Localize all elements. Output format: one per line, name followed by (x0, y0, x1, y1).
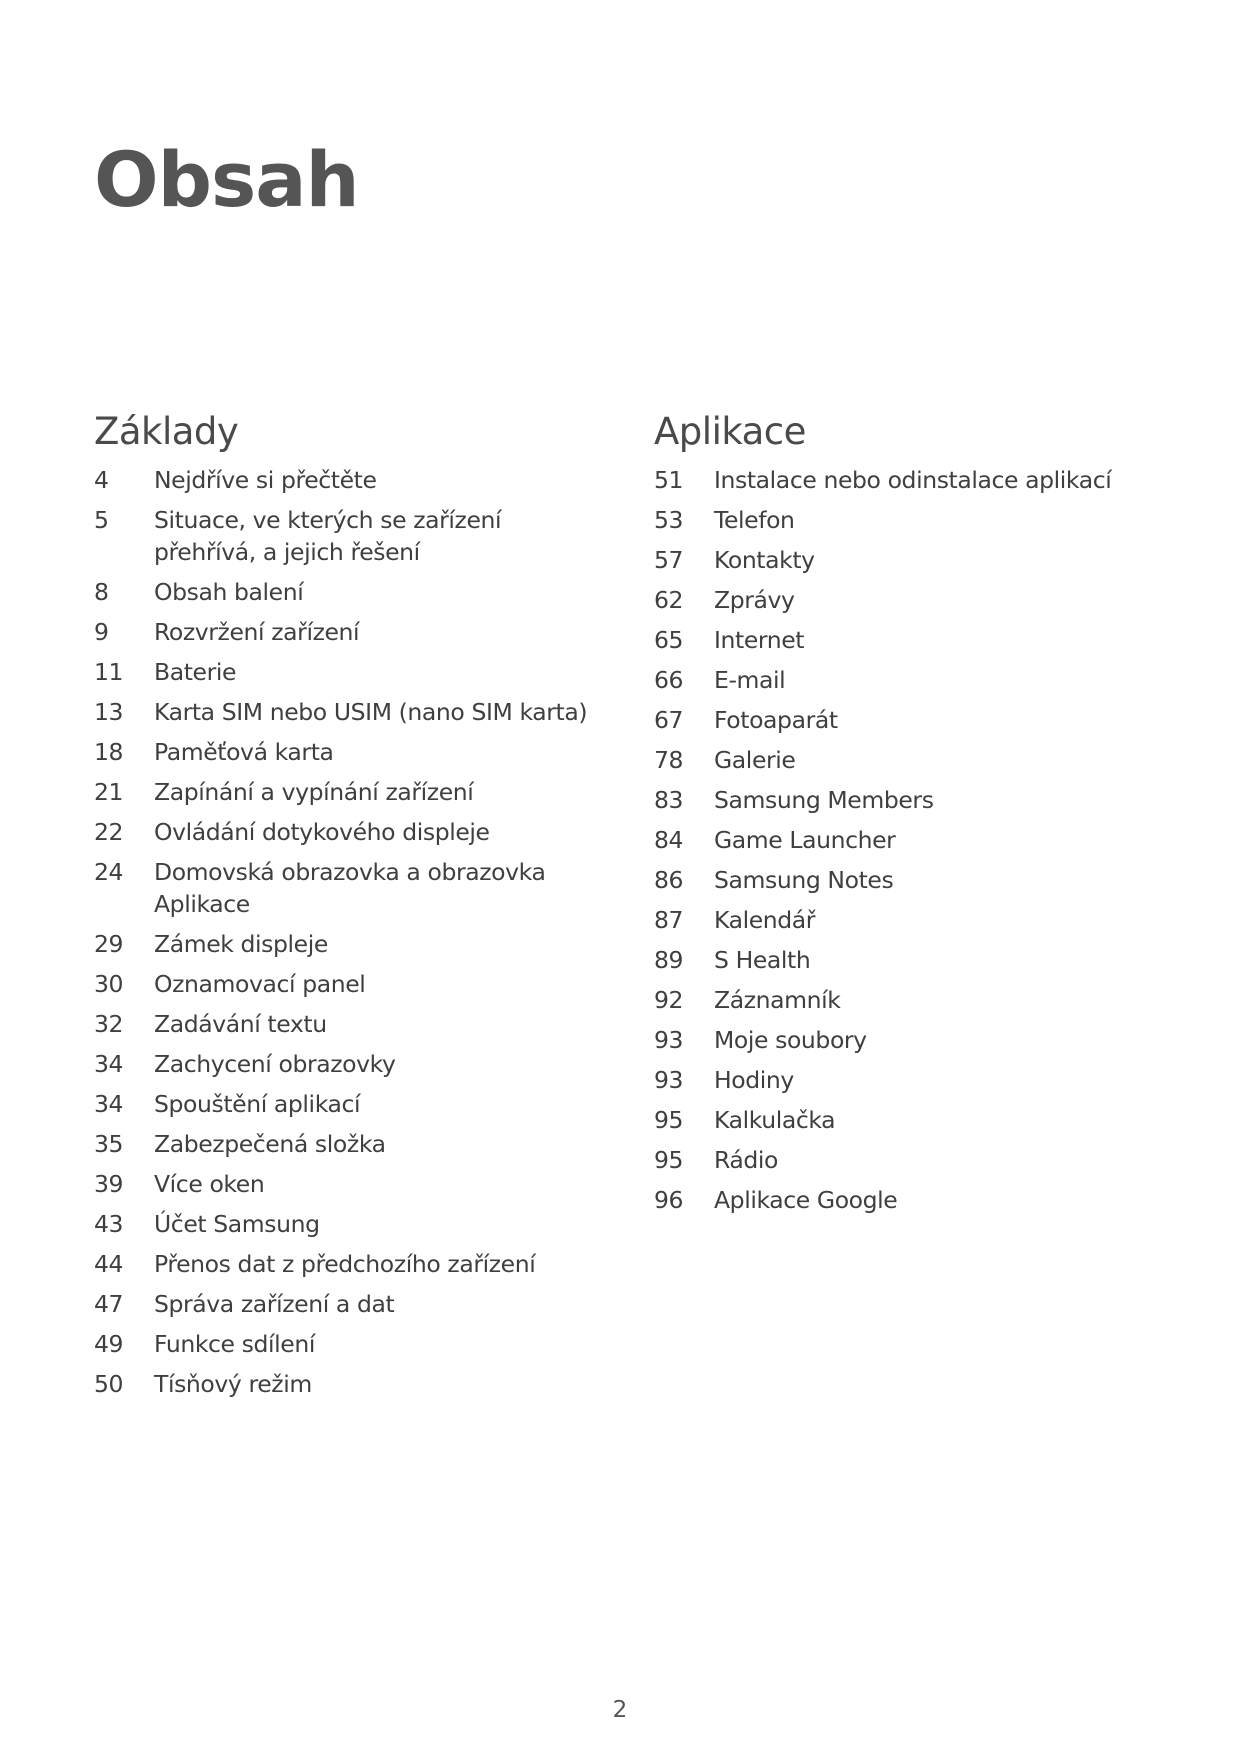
toc-page-number: 93 (654, 1066, 684, 1095)
toc-page-number: 89 (654, 946, 684, 975)
toc-page-number: 22 (94, 818, 124, 847)
toc-entry-title: Domovská obrazovka a obrazovka Aplikace (154, 858, 546, 919)
toc-entry-title: Záznamník (714, 986, 841, 1015)
toc-entry-title: Samsung Notes (714, 866, 894, 895)
toc-entry-title: Fotoaparát (714, 706, 838, 735)
toc-entry[interactable] (94, 1128, 594, 1160)
toc-entry[interactable] (94, 1048, 594, 1080)
toc-entry[interactable] (94, 928, 594, 960)
toc-entry-title: Situace, ve kterých se zařízení přehřívá, a jejich řešení (154, 506, 502, 567)
toc-entry-title: E-mail (714, 666, 786, 695)
toc-entry-title: Zapínání a vypínání zařízení (154, 778, 474, 807)
toc-page-number: 67 (654, 706, 684, 735)
toc-entry[interactable] (94, 856, 594, 920)
toc-entry[interactable] (654, 904, 1154, 936)
toc-entry[interactable] (654, 984, 1154, 1016)
toc-entry-title: Účet Samsung (154, 1210, 320, 1239)
toc-entry[interactable] (94, 504, 594, 568)
toc-page-number: 84 (654, 826, 684, 855)
toc-entry-title: Moje soubory (714, 1026, 867, 1055)
toc-entry-title: Rádio (714, 1146, 779, 1175)
toc-entry[interactable] (94, 1288, 594, 1320)
toc-page-number: 4 (94, 466, 109, 495)
toc-entry-title: Oznamovací panel (154, 970, 366, 999)
toc-page-number: 29 (94, 930, 124, 959)
toc-entry[interactable] (654, 664, 1154, 696)
toc-entry[interactable] (654, 1184, 1154, 1216)
toc-entry-title: Ovládání dotykového displeje (154, 818, 490, 847)
toc-entry[interactable] (654, 624, 1154, 656)
toc-page-number: 51 (654, 466, 684, 495)
toc-page-number: 96 (654, 1186, 684, 1215)
toc-page-number: 92 (654, 986, 684, 1015)
toc-page-number: 34 (94, 1050, 124, 1079)
toc-entry[interactable] (654, 1024, 1154, 1056)
toc-page-number: 65 (654, 626, 684, 655)
toc-entry[interactable] (94, 1168, 594, 1200)
toc-entry-title: Více oken (154, 1170, 265, 1199)
toc-page-number: 95 (654, 1146, 684, 1175)
toc-entry-title: Instalace nebo odinstalace aplikací (714, 466, 1112, 495)
toc-entry[interactable] (94, 1088, 594, 1120)
toc-page-number: 30 (94, 970, 124, 999)
toc-entry[interactable] (654, 824, 1154, 856)
toc-entry[interactable] (94, 656, 594, 688)
toc-page-number: 24 (94, 858, 124, 887)
toc-entry[interactable] (654, 704, 1154, 736)
toc-page-number: 44 (94, 1250, 124, 1279)
toc-entry[interactable] (654, 864, 1154, 896)
toc-page-number: 83 (654, 786, 684, 815)
toc-entry[interactable] (654, 504, 1154, 536)
toc-entry[interactable] (654, 544, 1154, 576)
toc-page-number: 9 (94, 618, 109, 647)
toc-page-number: 53 (654, 506, 684, 535)
toc-page-number: 47 (94, 1290, 124, 1319)
toc-entry[interactable] (654, 1144, 1154, 1176)
section-title-aplikace: Aplikace (654, 410, 806, 453)
toc-page-number: 8 (94, 578, 109, 607)
toc-entry-title: Hodiny (714, 1066, 794, 1095)
toc-entry-title: Paměťová karta (154, 738, 334, 767)
toc-entry-title: Samsung Members (714, 786, 934, 815)
toc-entry[interactable] (94, 1008, 594, 1040)
toc-entry-title: Telefon (714, 506, 795, 535)
page-number: 2 (612, 1697, 628, 1723)
toc-page-number: 66 (654, 666, 684, 695)
toc-page-number: 95 (654, 1106, 684, 1135)
toc-entry-title: Baterie (154, 658, 237, 687)
toc-entry-title: Funkce sdílení (154, 1330, 315, 1359)
toc-entry[interactable] (654, 744, 1154, 776)
section-title-zaklady: Základy (94, 410, 239, 453)
toc-page-number: 21 (94, 778, 124, 807)
toc-entry-title: Tísňový režim (154, 1370, 312, 1399)
toc-entry-title: Game Launcher (714, 826, 896, 855)
toc-entry-title: Přenos dat z předchozího zařízení (154, 1250, 536, 1279)
toc-entry-title: Galerie (714, 746, 796, 775)
toc-page-number: 35 (94, 1130, 124, 1159)
toc-page-number: 32 (94, 1010, 124, 1039)
toc-list-aplikace (654, 464, 1154, 1216)
toc-entry[interactable] (94, 1368, 594, 1400)
toc-page-number: 5 (94, 506, 109, 535)
toc-entry[interactable] (654, 784, 1154, 816)
toc-page-number: 13 (94, 698, 124, 727)
toc-page-number: 34 (94, 1090, 124, 1119)
toc-entry[interactable] (94, 1208, 594, 1240)
toc-entry-title: Zabezpečená složka (154, 1130, 386, 1159)
toc-entry-title: Kalendář (714, 906, 816, 935)
toc-page-number: 11 (94, 658, 124, 687)
toc-entry-title: Kontakty (714, 546, 815, 575)
toc-entry[interactable] (94, 696, 594, 728)
toc-entry[interactable] (94, 968, 594, 1000)
toc-entry[interactable] (654, 464, 1154, 496)
toc-entry-title: Správa zařízení a dat (154, 1290, 395, 1319)
toc-page-number: 78 (654, 746, 684, 775)
toc-entry-title: Aplikace Google (714, 1186, 898, 1215)
toc-entry-title: Nejdříve si přečtěte (154, 466, 377, 495)
toc-entry-title: Spouštění aplikací (154, 1090, 361, 1119)
toc-section-zaklady (94, 410, 594, 1408)
toc-page-number: 39 (94, 1170, 124, 1199)
toc-page-number: 49 (94, 1330, 124, 1359)
toc-entry[interactable] (94, 464, 594, 496)
toc-page-number: 87 (654, 906, 684, 935)
toc-entry[interactable] (94, 776, 594, 808)
toc-entry-title: Zámek displeje (154, 930, 328, 959)
toc-entry[interactable] (94, 1328, 594, 1360)
toc-entry-title: Zadávání textu (154, 1010, 327, 1039)
toc-page-number: 50 (94, 1370, 124, 1399)
toc-page-number: 86 (654, 866, 684, 895)
toc-section-aplikace (654, 410, 1154, 1224)
toc-entry-title: Zprávy (714, 586, 795, 615)
page-title: Obsah (94, 135, 359, 224)
toc-entry-title: Obsah balení (154, 578, 304, 607)
toc-entry-title: Karta SIM nebo USIM (nano SIM karta) (154, 698, 588, 727)
toc-page-number: 18 (94, 738, 124, 767)
toc-page-number: 93 (654, 1026, 684, 1055)
toc-entry[interactable] (94, 816, 594, 848)
toc-entry[interactable] (94, 736, 594, 768)
toc-entry[interactable] (94, 1248, 594, 1280)
toc-entry[interactable] (654, 1064, 1154, 1096)
toc-entry-title: Kalkulačka (714, 1106, 836, 1135)
toc-entry[interactable] (654, 1104, 1154, 1136)
toc-entry-title: Zachycení obrazovky (154, 1050, 396, 1079)
toc-entry-title: Rozvržení zařízení (154, 618, 360, 647)
toc-entry[interactable] (94, 576, 594, 608)
toc-page-number: 43 (94, 1210, 124, 1239)
toc-page-number: 57 (654, 546, 684, 575)
toc-entry[interactable] (654, 584, 1154, 616)
toc-entry[interactable] (654, 944, 1154, 976)
toc-page-number: 62 (654, 586, 684, 615)
toc-list-zaklady (94, 464, 594, 1400)
toc-entry-title: Internet (714, 626, 805, 655)
toc-entry-title: S Health (714, 946, 811, 975)
toc-entry[interactable] (94, 616, 594, 648)
